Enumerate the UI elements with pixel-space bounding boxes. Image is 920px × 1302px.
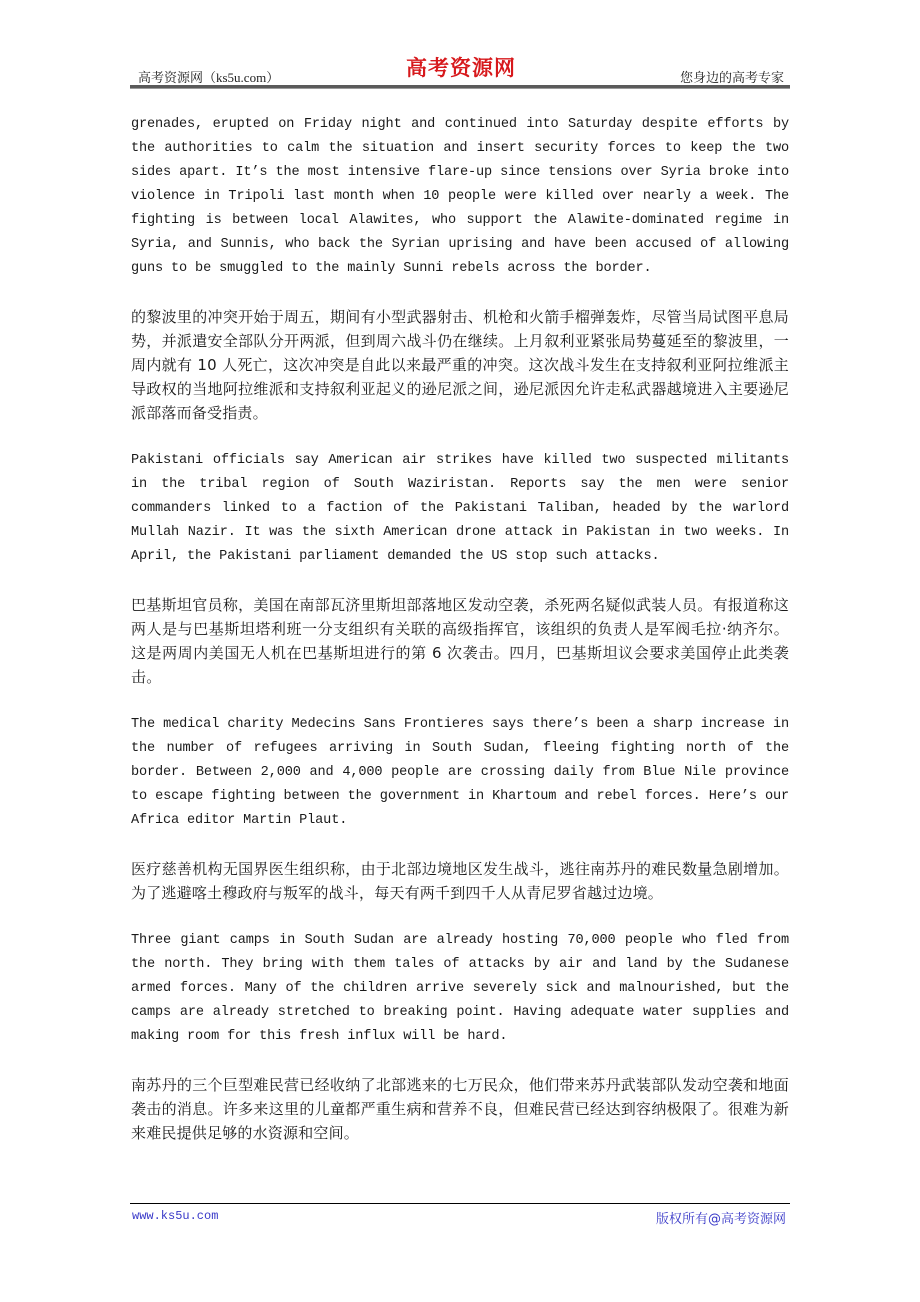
- article-body: [131, 113, 789, 1169]
- paragraph-en-sudan-refugees: The medical charity Medecins Sans Frontieres says there’s been a sharp increase in the number of refugees arriving in South Sudan, fleeing fighting north of the border. Between 2,000 and 4,000 people are crossing daily from Blue Nile province to escape fighting between the government in Khartoum and rebel forces. Here’s our Africa editor Martin Plaut.: [131, 717, 789, 828]
- paragraph-zh-sudan-refugees: 医疗慈善机构无国界医生组织称，由于北部边境地区发生战斗，逃往南苏丹的难民数量急剧增加。为了逃避喀土穆政府与叛军的战斗，每天有两千到四千人从青尼罗省越过边境。: [131, 860, 789, 902]
- paragraph-zh-syria: 的黎波里的冲突开始于周五，期间有小型武器射击、机枪和火箭手榴弹轰炸，尽管当局试图平息局势，并派遣安全部队分开两派，但到周六战斗仍在继续。上月叙利亚紧张局势蔓延至的黎波里，一周内就有 10 人死亡，这次冲突是自此以来最严重的冲突。这次战斗发生在支持叙利亚阿拉维派主导政权的当地阿拉维派和支持叙利亚起义的逊尼派之间，逊尼派因允许走私武器越境进入主要逊尼派部落而备受指责。: [131, 308, 789, 422]
- page-header: [130, 52, 790, 86]
- header-slogan: 您身边的高考专家: [679, 70, 784, 85]
- site-logo: 高考资源网: [406, 55, 516, 80]
- paragraph-zh-pakistan: 巴基斯坦官员称，美国在南部瓦济里斯坦部落地区发动空袭，杀死两名疑似武装人员。有报道称这两人是与巴基斯坦塔利班一分支组织有关联的高级指挥官，该组织的负责人是军阀毛拉·纳齐尔。这是两周内美国无人机在巴基斯坦进行的第 6 次袭击。四月，巴基斯坦议会要求美国停止此类袭击。: [131, 596, 789, 686]
- footer-copyright: 版权所有@高考资源网: [655, 1212, 786, 1227]
- paragraph-en-sudan-camps: Three giant camps in South Sudan are already hosting 70,000 people who fled from the north. They bring with them tales of attacks by air and land by the Sudanese armed forces. Many of the children arrive severely sick and malnourished, but the camps are already stretched to breaking point. Having adequate water supplies and making room for this fresh influx will be hard.: [131, 933, 789, 1044]
- header-site-name: 高考资源网（ks5u.com）: [138, 70, 280, 85]
- paragraph-en-pakistan: Pakistani officials say American air strikes have killed two suspected militants in the tribal region of South Waziristan. Reports say the men were senior commanders linked to a faction of the Pakistani Taliban, headed by the warlord Mullah Nazir. It was the sixth American drone attack in Pakistan in two weeks. In April, the Pakistani parliament demanded the US stop such attacks.: [131, 453, 789, 564]
- header-divider: [130, 85, 790, 89]
- paragraph-en-syria: grenades, erupted on Friday night and continued into Saturday despite efforts by the authorities to calm the situation and insert security forces to keep the two sides apart. It’s the most intensive flare-up since tensions over Syria broke into violence in Tripoli last month when 10 people were killed over nearly a week. The fighting is between local Alawites, who support the Alawite-dominated regime in Syria, and Sunnis, who back the Syrian uprising and have been accused of allowing guns to be smuggled to the mainly Sunni rebels across the border.: [131, 117, 789, 276]
- paragraph-zh-sudan-camps: 南苏丹的三个巨型难民营已经收纳了北部逃来的七万民众，他们带来苏丹武装部队发动空袭和地面袭击的消息。许多来这里的儿童都严重生病和营养不良，但难民营已经达到容纳极限了。很难为新来难民提供足够的水资源和空间。: [131, 1076, 789, 1142]
- footer-site-link[interactable]: www.ks5u.com: [132, 1209, 219, 1223]
- footer-divider: [130, 1203, 790, 1204]
